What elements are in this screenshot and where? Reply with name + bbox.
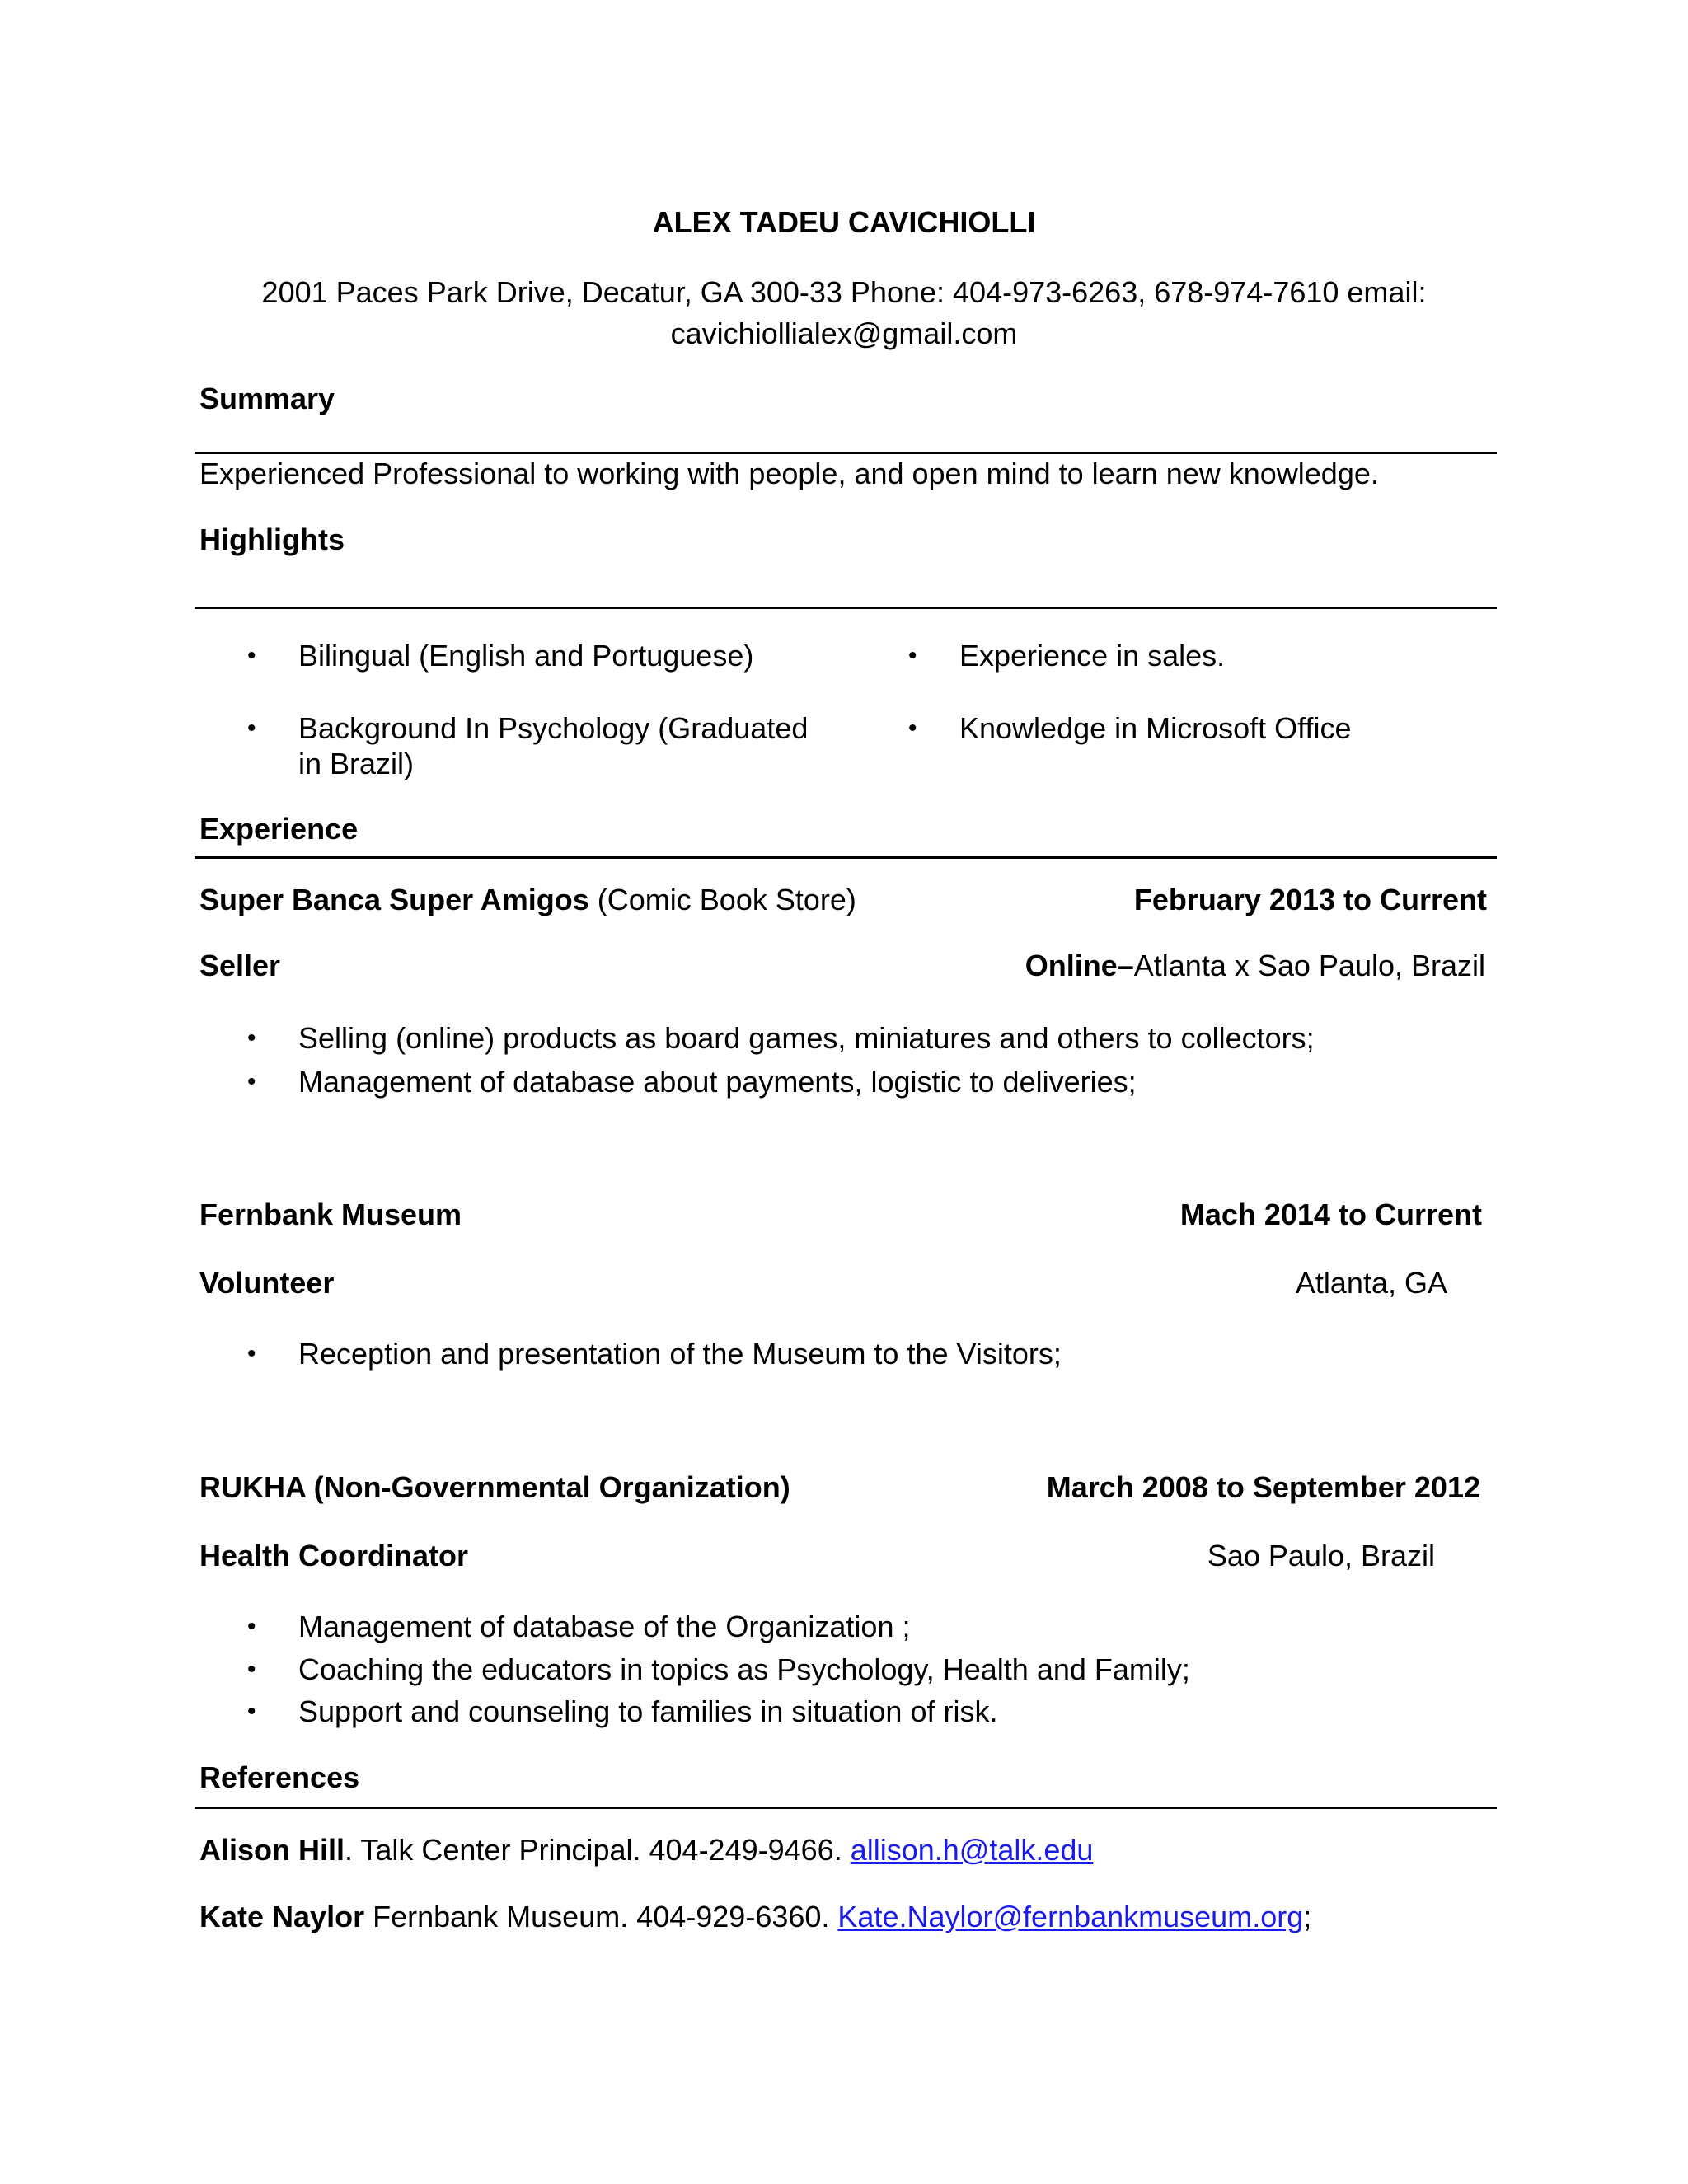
highlight-item: Knowledge in Microsoft Office xyxy=(959,711,1352,745)
bullet-icon: • xyxy=(247,642,256,669)
highlights-heading: Highlights xyxy=(199,523,345,556)
job-location-mode: Online– xyxy=(1025,949,1134,982)
experience-divider xyxy=(195,856,1497,859)
references-divider xyxy=(195,1807,1497,1809)
summary-heading: Summary xyxy=(199,382,335,415)
reference-name: Kate Naylor xyxy=(199,1900,365,1933)
bullet-icon: • xyxy=(247,1698,256,1725)
reference-details: . Talk Center Principal. 404-249-9466. xyxy=(345,1833,851,1867)
experience-heading: Experience xyxy=(199,812,359,846)
reference-email-link[interactable]: Kate.Naylor@fernbankmuseum.org xyxy=(837,1900,1304,1933)
job-dates: February 2013 to Current xyxy=(1133,883,1487,916)
job-location xyxy=(1025,948,1485,984)
reference-tail: ; xyxy=(1303,1900,1312,1933)
job-bullet: Selling (online) products as board games, miniatures and others to collectors; xyxy=(298,1021,1315,1055)
highlight-item: Background In Psychology (Graduated xyxy=(298,711,809,745)
job-bullet: Management of database about payments, logistic to deliveries; xyxy=(298,1065,1137,1099)
job-dates: Mach 2014 to Current xyxy=(1179,1197,1482,1231)
bullet-icon: • xyxy=(247,1068,256,1095)
highlight-item-continuation: in Brazil) xyxy=(298,747,415,780)
job-location: Atlanta, GA xyxy=(1295,1266,1447,1300)
job-bullet: Support and counseling to families in situation of risk. xyxy=(298,1694,998,1728)
job-org-name: RUKHA (Non-Governmental Organization) xyxy=(199,1470,790,1504)
job-location: Sao Paulo, Brazil xyxy=(1207,1539,1435,1572)
highlight-item: Experience in sales. xyxy=(959,639,1226,673)
reference-entry xyxy=(199,1899,1311,1935)
reference-name: Alison Hill xyxy=(199,1833,345,1867)
job-bullet: Coaching the educators in topics as Psychology, Health and Family; xyxy=(298,1652,1190,1686)
bullet-icon: • xyxy=(247,715,256,742)
highlights-divider xyxy=(195,607,1497,609)
highlight-item: Bilingual (English and Portuguese) xyxy=(298,639,754,673)
bullet-icon: • xyxy=(908,715,917,742)
bullet-icon: • xyxy=(247,1340,256,1367)
summary-divider xyxy=(195,452,1497,454)
candidate-name: ALEX TADEU CAVICHIOLLI xyxy=(652,205,1036,239)
reference-details: Fernbank Museum. 404-929-6360. xyxy=(364,1900,838,1933)
bullet-icon: • xyxy=(247,1613,256,1640)
job-bullet: Reception and presentation of the Museum to the Visitors; xyxy=(298,1337,1062,1371)
bullet-icon: • xyxy=(908,642,917,669)
job-bullet: Management of database of the Organization ; xyxy=(298,1610,911,1643)
reference-email-link[interactable]: allison.h@talk.edu xyxy=(850,1833,1094,1867)
references-heading: References xyxy=(199,1760,360,1794)
job-role: Health Coordinator xyxy=(199,1539,469,1572)
bullet-icon: • xyxy=(247,1656,256,1683)
job-org-note: (Comic Book Store) xyxy=(597,883,856,916)
reference-entry xyxy=(199,1832,1093,1868)
summary-text: Experienced Professional to working with people, and open mind to learn new knowledge. xyxy=(199,457,1379,490)
job-location-place: Atlanta x Sao Paulo, Brazil xyxy=(1133,949,1485,982)
job-role: Seller xyxy=(199,949,281,982)
bullet-icon: • xyxy=(247,1024,256,1052)
contact-line-1: 2001 Paces Park Drive, Decatur, GA 300-33 Phone: 404-973-6263, 678-974-7610 email: xyxy=(261,275,1427,309)
job-org-name: Fernbank Museum xyxy=(199,1197,462,1231)
contact-line-2: cavichiollialex@gmail.com xyxy=(670,316,1018,350)
job-org-name: Super Banca Super Amigos xyxy=(199,883,589,916)
job-org xyxy=(199,882,856,918)
job-dates: March 2008 to September 2012 xyxy=(1046,1470,1480,1504)
job-role: Volunteer xyxy=(199,1266,335,1300)
